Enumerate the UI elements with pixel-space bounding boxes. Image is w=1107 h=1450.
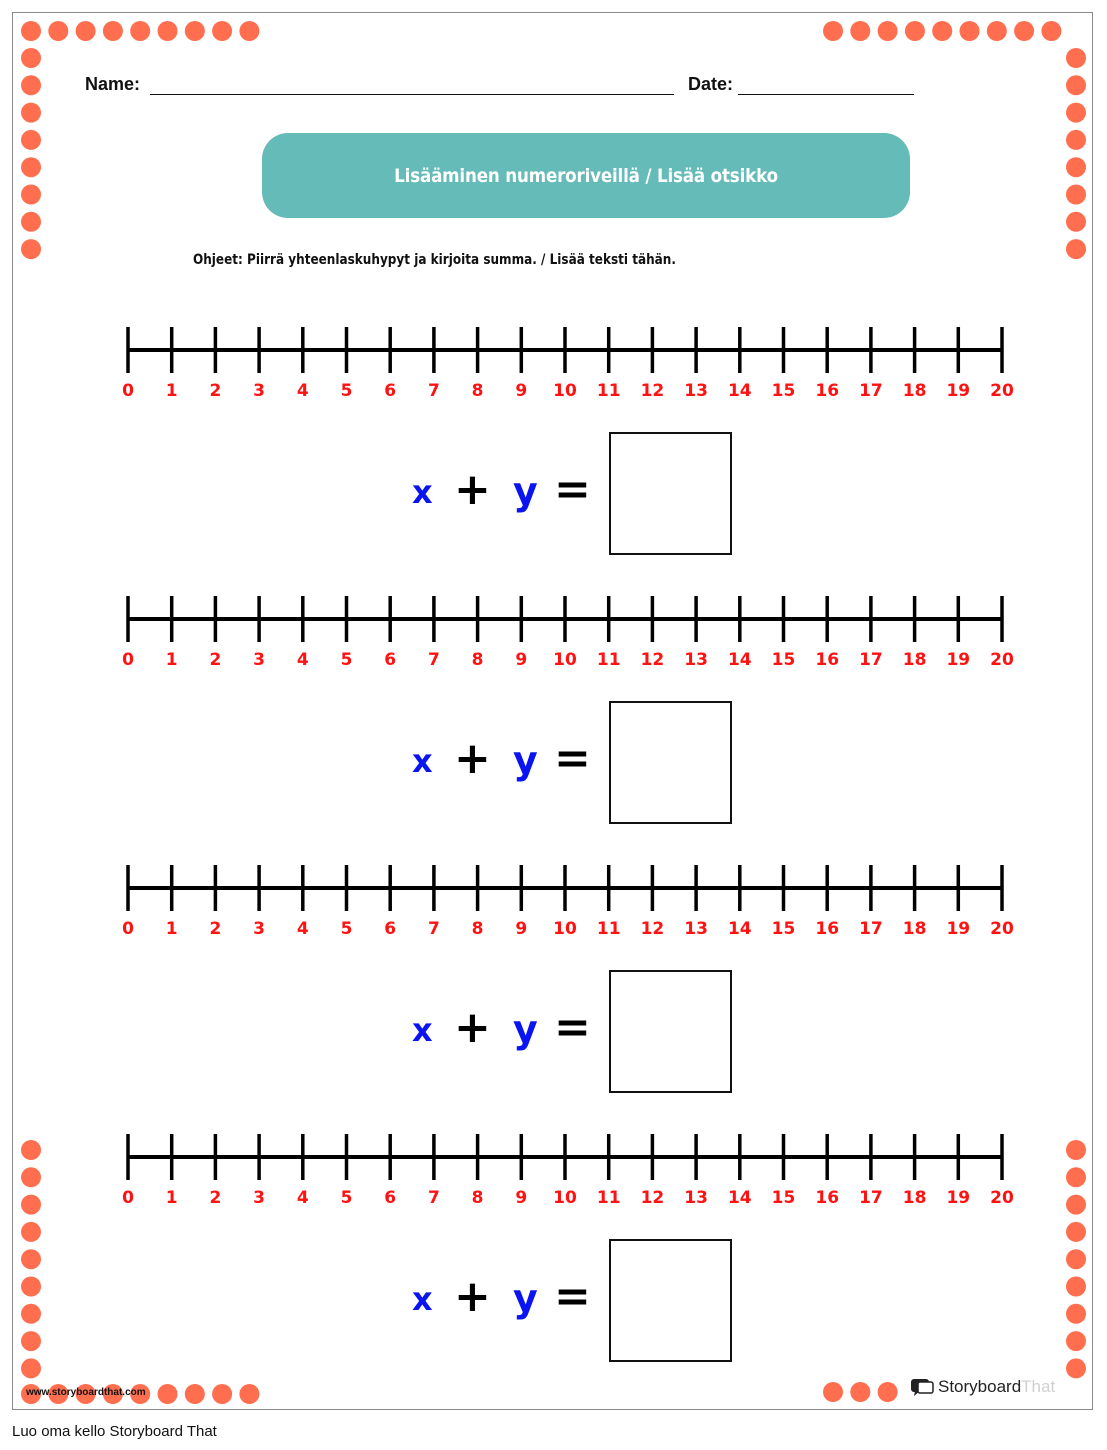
number-line-label: 10 — [553, 650, 577, 670]
number-line-label: 8 — [471, 1188, 484, 1208]
border-dot — [48, 21, 68, 41]
number-line-label: 19 — [946, 381, 971, 401]
border-dot — [21, 103, 41, 123]
border-dot — [850, 21, 870, 41]
number-line-label: 12 — [640, 919, 665, 939]
number-line-label: 15 — [771, 919, 796, 939]
border-dot — [1066, 130, 1086, 150]
border-dot — [1066, 185, 1086, 205]
number-line-label: 17 — [859, 1188, 883, 1208]
border-dot — [21, 130, 41, 150]
number-line-label: 19 — [946, 650, 971, 670]
number-line-label: 0 — [122, 919, 134, 939]
number-line-label: 0 — [122, 381, 134, 401]
border-dot — [21, 21, 41, 41]
border-dot — [76, 21, 96, 41]
number-line-label: 18 — [902, 919, 927, 939]
variable-x: x — [412, 742, 433, 780]
border-dot — [103, 21, 123, 41]
number-line-label: 11 — [596, 650, 621, 670]
number-line-label: 2 — [209, 381, 222, 401]
number-line-label: 16 — [815, 381, 840, 401]
number-line-label: 17 — [859, 650, 883, 670]
plus-sign: + — [454, 1002, 491, 1053]
variable-y: y — [513, 738, 538, 782]
border-dot — [158, 21, 178, 41]
border-dot — [1014, 21, 1034, 41]
number-line-label: 14 — [727, 1188, 752, 1208]
number-line-label: 12 — [640, 381, 665, 401]
storyboardthat-logo[interactable] — [910, 1376, 1055, 1398]
variable-y: y — [513, 469, 538, 513]
border-dot — [21, 48, 41, 68]
border-dot — [1066, 157, 1086, 177]
number-line-label: 16 — [815, 1188, 840, 1208]
border-dot — [987, 21, 1007, 41]
number-line-label: 18 — [902, 650, 927, 670]
answer-box[interactable] — [609, 970, 732, 1093]
number-line-label: 7 — [427, 650, 440, 670]
number-line-label: 10 — [553, 1188, 577, 1208]
variable-x: x — [412, 1280, 433, 1318]
border-dot — [932, 21, 952, 41]
problem-row — [0, 320, 1107, 560]
border-dot — [21, 75, 41, 95]
number-line-label: 13 — [684, 919, 708, 939]
border-dot — [1066, 75, 1086, 95]
variable-x: x — [412, 1011, 433, 1049]
equals-sign: = — [554, 1002, 591, 1053]
number-line-label: 11 — [596, 1188, 621, 1208]
plus-sign: + — [454, 1271, 491, 1322]
number-line-label: 10 — [553, 919, 577, 939]
number-line-label: 16 — [815, 919, 840, 939]
equation — [0, 432, 1107, 557]
border-dot — [1066, 48, 1086, 68]
number-line-label: 13 — [684, 381, 708, 401]
number-line-label: 1 — [165, 1188, 178, 1208]
number-line-label: 1 — [165, 381, 178, 401]
equals-sign: = — [554, 1271, 591, 1322]
border-dot — [21, 212, 41, 232]
number-line-label: 4 — [296, 919, 309, 939]
number-line-label: 6 — [384, 381, 397, 401]
border-dot — [239, 1384, 259, 1404]
border-dot — [878, 1382, 898, 1402]
border-dot — [185, 1384, 205, 1404]
name-line — [150, 94, 674, 95]
number-line-label: 5 — [340, 1188, 353, 1208]
site-url[interactable]: www.storyboardthat.com — [26, 1387, 146, 1398]
border-dot — [960, 21, 980, 41]
worksheet-title: Lisääminen numeroriveillä / Lisää otsikko — [394, 164, 778, 187]
border-dot — [212, 21, 232, 41]
number-line-label: 9 — [515, 919, 528, 939]
number-line-label: 17 — [859, 381, 883, 401]
border-dot — [185, 21, 205, 41]
problem-row — [0, 858, 1107, 1098]
number-line-label: 8 — [471, 381, 484, 401]
number-line-label: 3 — [253, 1188, 266, 1208]
number-line-label: 9 — [515, 1188, 528, 1208]
number-line-label: 11 — [596, 381, 621, 401]
number-line — [0, 320, 1107, 410]
number-line-label: 2 — [209, 650, 222, 670]
number-line-label: 7 — [427, 919, 440, 939]
number-line-label: 10 — [553, 381, 577, 401]
name-label: Name: — [85, 74, 141, 94]
number-line-label: 17 — [859, 919, 883, 939]
number-line-label: 0 — [122, 1188, 134, 1208]
border-dot — [212, 1384, 232, 1404]
number-line-label: 16 — [815, 650, 840, 670]
equals-sign: = — [554, 464, 591, 515]
number-line-label: 13 — [684, 650, 708, 670]
number-line-label: 19 — [946, 1188, 971, 1208]
number-line-label: 2 — [209, 1188, 222, 1208]
number-line-label: 4 — [296, 381, 309, 401]
border-dot — [1066, 212, 1086, 232]
number-line-label: 14 — [727, 381, 752, 401]
number-line — [0, 589, 1107, 679]
logo-text-that: That — [1021, 1377, 1056, 1396]
number-line-label: 2 — [209, 919, 222, 939]
plus-sign: + — [454, 464, 491, 515]
number-line-label: 12 — [640, 1188, 665, 1208]
storyboard-speech-icon — [910, 1377, 934, 1397]
number-line-label: 9 — [515, 381, 528, 401]
border-dot — [850, 1382, 870, 1402]
number-line-label: 5 — [340, 919, 353, 939]
number-line-label: 7 — [427, 1188, 440, 1208]
plus-sign: + — [454, 733, 491, 784]
equation — [0, 1239, 1107, 1364]
number-line-label: 20 — [990, 381, 1014, 401]
number-line-label: 19 — [946, 919, 971, 939]
number-line-label: 3 — [253, 650, 266, 670]
border-dot — [823, 1382, 843, 1402]
number-line-label: 4 — [296, 1188, 309, 1208]
variable-x: x — [412, 473, 433, 511]
border-dot — [21, 157, 41, 177]
number-line-label: 0 — [122, 650, 134, 670]
number-line-label: 18 — [902, 1188, 927, 1208]
number-line-label: 6 — [384, 650, 397, 670]
border-dot — [823, 21, 843, 41]
border-dot — [1066, 103, 1086, 123]
number-line-label: 8 — [471, 919, 484, 939]
border-dot — [130, 21, 150, 41]
equation — [0, 701, 1107, 826]
number-line-label: 20 — [990, 1188, 1014, 1208]
border-dot — [1041, 21, 1061, 41]
border-dot — [158, 1384, 178, 1404]
title-banner — [262, 133, 910, 218]
number-line-label: 20 — [990, 919, 1014, 939]
border-dot — [21, 239, 41, 259]
number-line-label: 15 — [771, 650, 796, 670]
number-line-label: 1 — [165, 650, 178, 670]
number-line-label: 18 — [902, 381, 927, 401]
equation — [0, 970, 1107, 1095]
date-line — [738, 94, 914, 95]
number-line-label: 8 — [471, 650, 484, 670]
variable-y: y — [513, 1276, 538, 1320]
number-line — [0, 858, 1107, 948]
number-line-label: 5 — [340, 650, 353, 670]
number-line-label: 4 — [296, 650, 309, 670]
number-line-label: 11 — [596, 919, 621, 939]
number-line-label: 5 — [340, 381, 353, 401]
date-label: Date: — [688, 74, 734, 94]
border-dot — [239, 21, 259, 41]
number-line-label: 9 — [515, 650, 528, 670]
page-caption: Luo oma kello Storyboard That — [12, 1423, 217, 1440]
number-line-label: 6 — [384, 1188, 397, 1208]
number-line-label: 7 — [427, 381, 440, 401]
number-line-label: 3 — [253, 919, 266, 939]
equals-sign: = — [554, 733, 591, 784]
answer-box[interactable] — [609, 1239, 732, 1362]
number-line-label: 6 — [384, 919, 397, 939]
problem-row — [0, 589, 1107, 829]
variable-y: y — [513, 1007, 538, 1051]
number-line — [0, 1127, 1107, 1217]
problem-row — [0, 1127, 1107, 1367]
number-line-label: 20 — [990, 650, 1014, 670]
answer-box[interactable] — [609, 701, 732, 824]
number-line-label: 12 — [640, 650, 665, 670]
logo-text-storyboard: Storyboard — [938, 1377, 1022, 1396]
border-dot — [878, 21, 898, 41]
answer-box[interactable] — [609, 432, 732, 555]
number-line-label: 15 — [771, 381, 796, 401]
border-dot — [21, 185, 41, 205]
instructions-text: Ohjeet: Piirrä yhteenlaskuhypyt ja kirjoita summa. / Lisää teksti tähän. — [193, 252, 676, 268]
number-line-label: 13 — [684, 1188, 708, 1208]
number-line-label: 14 — [727, 919, 752, 939]
number-line-label: 1 — [165, 919, 178, 939]
border-dot — [905, 21, 925, 41]
number-line-label: 3 — [253, 381, 266, 401]
number-line-label: 15 — [771, 1188, 796, 1208]
number-line-label: 14 — [727, 650, 752, 670]
border-dot — [1066, 239, 1086, 259]
